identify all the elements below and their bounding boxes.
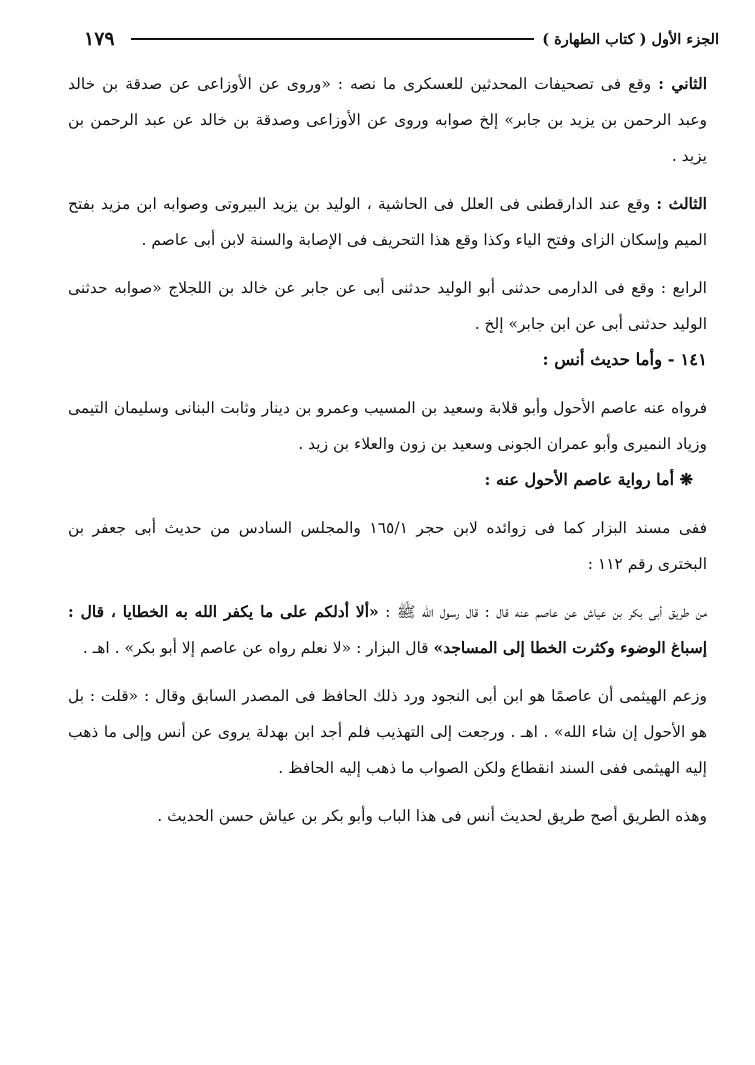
haythami-text-2: . اهـ . ورجعت إلى التهذيب فلم أجد ابن بهدلة يروى عن أنس وإلى ما ذهب إليه الهيثمى ففى السند انقطاع ولكن الصواب ما ذهب إليه الحافظ . bbox=[68, 723, 707, 777]
paragraph-text: وقع فى الدارمى حدثنى أبو الوليد حدثنى أبى عن جابر عن خالد بن اللجلاج «صوابه حدثنى الوليد حدثنى أبى عن ابن جابر» إلخ . bbox=[68, 279, 707, 333]
haythami-text-1: وزعم الهيثمى أن عاصمًا هو ابن أبى النجود ورد ذلك الحافظ فى المصدر السابق وقال : bbox=[143, 687, 707, 705]
bazzar-paragraph: ففى مسند البزار كما فى زوائده لابن حجر ١٦٥/١ والمجلس السادس من حديث أبى جعفر بن البخترى رقم ١١٢ : bbox=[68, 519, 707, 573]
paragraph-label: الثالث : bbox=[656, 194, 707, 213]
paragraph-second bbox=[68, 66, 707, 174]
hafiz-quote: «قلت : بل هو الأحول إن شاء الله» bbox=[68, 687, 707, 741]
page-number: ١٧٩ bbox=[84, 28, 115, 50]
subheading-text: ❋ أما رواية عاصم الأحول عنه : bbox=[484, 470, 693, 489]
paragraph-third bbox=[68, 186, 707, 258]
haythami-paragraph bbox=[68, 678, 707, 786]
section-heading bbox=[68, 342, 707, 378]
paragraph-label: الثاني : bbox=[658, 74, 708, 93]
page-header bbox=[84, 26, 719, 52]
page-body bbox=[68, 66, 707, 834]
hadith-intro: من طريق أبى بكر بن عياش عن عاصم عنه قال : قال رسول الله ﷺ : bbox=[385, 603, 707, 621]
final-paragraph: وهذه الطريق أصح طريق لحديث أنس فى هذا الباب وأبو بكر بن عياش حسن الحديث . bbox=[157, 807, 707, 825]
bazzar-quote: «لا نعلم رواه عن عاصم إلا أبو بكر» . اهـ . bbox=[82, 639, 352, 657]
paragraph-text: وقع عند الدارقطنى فى العلل فى الحاشية ، الوليد بن يزيد البيروتى وصوابه ابن مزيد بفتح الميم وإسكان الزاى وفتح الياء وكذا وقع هذا التحريف فى الإصابة والسنة لابن أبى عاصم . bbox=[68, 195, 707, 249]
narrators-paragraph: فرواه عنه عاصم الأحول وأبو قلابة وسعيد بن المسيب وعمرو بن دينار وثابت البنانى وسليمان التيمى وزياد النميرى وأبو عمران الجونى وسعيد بن زون والعلاء بن زيد . bbox=[68, 399, 707, 453]
paragraph-fourth bbox=[68, 270, 707, 342]
header-rule bbox=[131, 38, 535, 40]
hadith-paragraph bbox=[68, 594, 707, 666]
section-heading-text: ١٤١ - وأما حديث أنس : bbox=[542, 350, 707, 369]
running-title: الجزء الأول ( كتاب الطهارة ) bbox=[542, 30, 719, 48]
bazzar-said: قال البزار : bbox=[356, 639, 429, 657]
paragraph-text: وقع فى تصحيفات المحدثين للعسكرى ما نصه : «وروى عن الأوزاعى عن صدقة بن خالد وعبد الرحمن بن يزيد بن جابر» إلخ صوابه وروى عن الأوزاعى وصدقة بن خالد عن عبد الرحمن بن يزيد . bbox=[68, 75, 707, 165]
paragraph-label: الرابع : bbox=[660, 279, 707, 297]
subheading bbox=[68, 462, 707, 498]
hadith-text: «ألا أدلكم على ما يكفر الله به الخطايا ، قال : إسباغ الوضوء وكثرت الخطا إلى المساجد» bbox=[68, 602, 707, 657]
